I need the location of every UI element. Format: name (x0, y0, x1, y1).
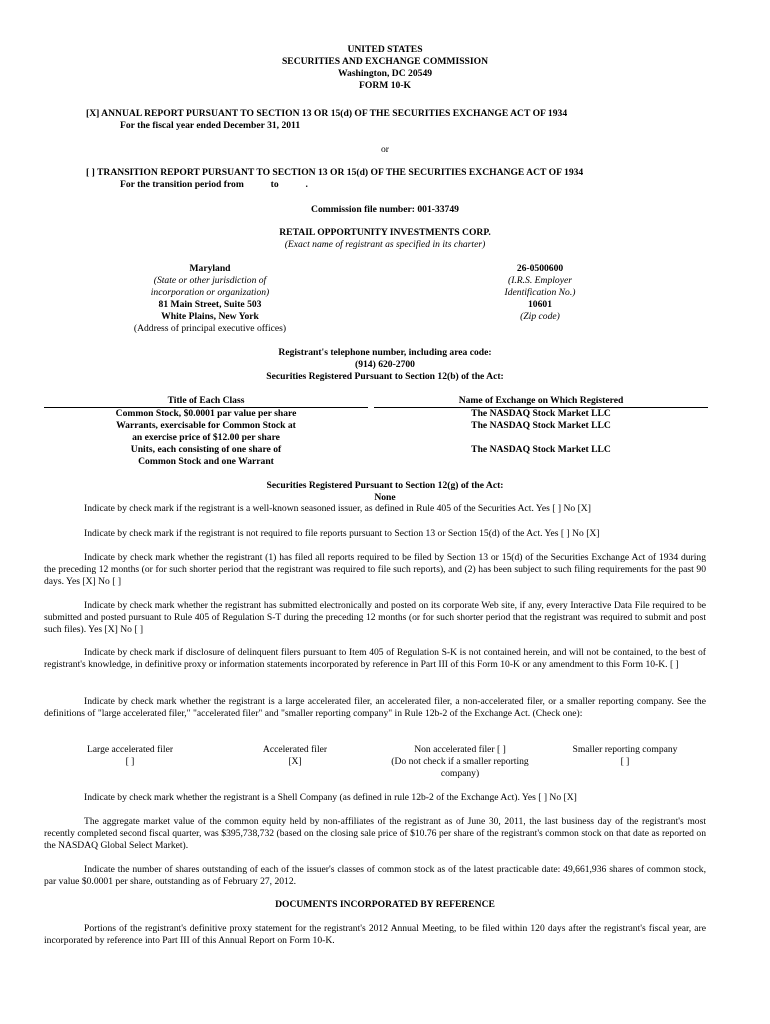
ein-caption-line2: Identification No.) (504, 287, 576, 298)
phone-number: (914) 620-2700 (355, 359, 415, 370)
fiscal-year-line: For the fiscal year ended December 31, 2011 (120, 120, 301, 131)
header-agency: SECURITIES AND EXCHANGE COMMISSION (281, 56, 489, 67)
class-line: Warrants, exercisable for Common Stock at (116, 420, 296, 431)
exchange-common-stock: The NASDAQ Stock Market LLC (471, 408, 611, 419)
section-12g-title: Securities Registered Pursuant to Section 12(g) of the Act: (266, 480, 504, 491)
class-line: Units, each consisting of one share of (130, 444, 282, 455)
state-caption-line1: (State or other jurisdiction of (153, 275, 267, 286)
commission-file-number: Commission file number: 001-33749 (311, 204, 459, 215)
class-line: Common Stock and one Warrant (138, 456, 274, 467)
ein-caption-line1: (I.R.S. Employer (508, 275, 572, 286)
zip-caption: (Zip code) (520, 311, 560, 322)
non-accelerated-filer-note2: company) (440, 768, 480, 779)
question-not-required-to-file: Indicate by check mark if the registrant is not required to file reports pursuant to Section 13 or Section 15(d) of the Act. Yes [ ] No [X] (84, 528, 600, 539)
class-line: an exercise price of $12.00 per share (132, 432, 280, 443)
shares-outstanding: Indicate the number of shares outstanding of each of the issuer's classes of common stock as of the latest practicable date: 49,661,936 shares of common stock, par value $0.0001 per share, outstanding as of February 27, 2012. (44, 864, 706, 887)
phone-label: Registrant's telephone number, including area code: (278, 347, 492, 358)
header-form-type: FORM 10-K (359, 80, 411, 91)
smaller-reporting-company-checkbox: [ ] (620, 756, 630, 767)
header-country: UNITED STATES (347, 44, 423, 55)
aggregate-market-value: The aggregate market value of the common equity held by non-affiliates of the registrant as of June 30, 2011, the last business day of the registrant's most recently completed second fiscal quarter, was $395,738,732 (based on the closing sale price of $10.76 per share of the registrant's common stock on that date as reported on the NASDAQ Global Select Market). (44, 816, 706, 851)
exchange-units: The NASDAQ Stock Market LLC (471, 444, 611, 455)
question-delinquent-filers: Indicate by check mark if disclosure of delinquent filers pursuant to Item 405 of Regulation S-K is not contained herein, and will not be contained, to the best of registrant's knowledge, in definitive proxy or information statements incorporated by reference in Part III of this Form 10-K or any amendment to this Form 10-K. [ ] (44, 647, 706, 670)
accelerated-filer-option (225, 744, 365, 768)
question-filed-all-reports: Indicate by check mark whether the registrant (1) has filed all reports required to be filed by Section 13 or 15(d) of the Securities Exchange Act of 1934 during the preceding 12 months (or for such shorter period that the registrant was required to file such reports), and (2) has been subject to such filing requirements for the past 90 days. Yes [X] No [ ] (44, 552, 706, 587)
exchange-warrants: The NASDAQ Stock Market LLC (471, 420, 611, 431)
table-col-title-of-class (44, 408, 368, 468)
address-caption: (Address of principal executive offices) (133, 323, 287, 334)
accelerated-filer-label: Accelerated filer (262, 744, 328, 755)
transition-period-end: . (305, 179, 308, 190)
transition-report-title: [ ] TRANSITION REPORT PURSUANT TO SECTION 13 OR 15(d) OF THE SECURITIES EXCHANGE ACT OF 1934 (86, 167, 584, 178)
non-accelerated-filer-label: Non accelerated filer [ ] (414, 744, 506, 755)
non-accelerated-filer-option (370, 744, 550, 780)
table-header-exchange: Name of Exchange on Which Registered (374, 395, 708, 408)
registrant-left-block (90, 263, 330, 335)
question-interactive-data: Indicate by check mark whether the registrant has submitted electronically and posted on its corporate Web site, if any, every Interactive Data File required to be submitted and posted pursuant to Rule 405 of Regulation S-T during the preceding 12 months (or for such shorter period that the registrant was required to submit and post such files). Yes [X] No [ ] (44, 600, 706, 635)
state-caption-line2: incorporation or organization) (150, 287, 270, 298)
address-line2: White Plains, New York (161, 311, 259, 322)
section-12b-title: Securities Registered Pursuant to Section 12(b) of the Act: (266, 371, 504, 382)
registrant-right-block (460, 263, 620, 323)
header-city: Washington, DC 20549 (337, 68, 433, 79)
state-of-incorporation: Maryland (189, 263, 231, 274)
address-line1: 81 Main Street, Suite 503 (158, 299, 262, 310)
question-well-known-issuer: Indicate by check mark if the registrant is a well-known seasoned issuer, as defined in Rule 405 of the Securities Act. Yes [ ] No [X] (84, 503, 591, 514)
transition-period-to: to (270, 179, 279, 190)
large-accelerated-filer-label: Large accelerated filer (86, 744, 174, 755)
transition-period-label: For the transition period from (120, 179, 244, 190)
section-12g-value: None (374, 492, 396, 503)
document-header (0, 44, 770, 92)
employer-id-number: 26-0500600 (516, 263, 564, 274)
question-filer-type: Indicate by check mark whether the registrant is a large accelerated filer, an accelerated filer, a non-accelerated filer, or a smaller reporting company. See the definitions of "large accelerated filer," "accelerated filer" and "smaller reporting company" in Rule 12b-2 of the Exchange Act. (Check one): (44, 696, 706, 719)
transition-period-line (120, 179, 308, 191)
question-shell-company: Indicate by check mark whether the registrant is a Shell Company (as defined in rule 12b-2 of the Exchange Act). Yes [ ] No [X] (84, 792, 577, 803)
registrant-name: RETAIL OPPORTUNITY INVESTMENTS CORP. (279, 227, 491, 238)
phone-block (0, 347, 770, 383)
large-accelerated-filer-option (60, 744, 200, 768)
registrant-name-caption: (Exact name of registrant as specified in its charter) (284, 239, 486, 250)
annual-report-title: [X] ANNUAL REPORT PURSUANT TO SECTION 13 OR 15(d) OF THE SECURITIES EXCHANGE ACT OF 1934 (86, 108, 568, 119)
or-separator: or (381, 144, 389, 155)
smaller-reporting-company-label: Smaller reporting company (572, 744, 678, 755)
smaller-reporting-company-option (555, 744, 695, 768)
large-accelerated-filer-checkbox: [ ] (125, 756, 135, 767)
accelerated-filer-checkbox: [X] (288, 756, 302, 767)
zip-code: 10601 (528, 299, 552, 310)
non-accelerated-filer-note1: (Do not check if a smaller reporting (391, 756, 529, 767)
table-header-title-of-class: Title of Each Class (44, 395, 368, 408)
documents-incorporated-title: DOCUMENTS INCORPORATED BY REFERENCE (275, 899, 495, 910)
documents-incorporated-text: Portions of the registrant's definitive proxy statement for the registrant's 2012 Annual Meeting, to be filed within 120 days after the registrant's fiscal year, are incorporated by reference into Part III of this Annual Report on Form 10-K. (44, 923, 706, 946)
class-line: Common Stock, $0.0001 par value per share (115, 408, 297, 419)
